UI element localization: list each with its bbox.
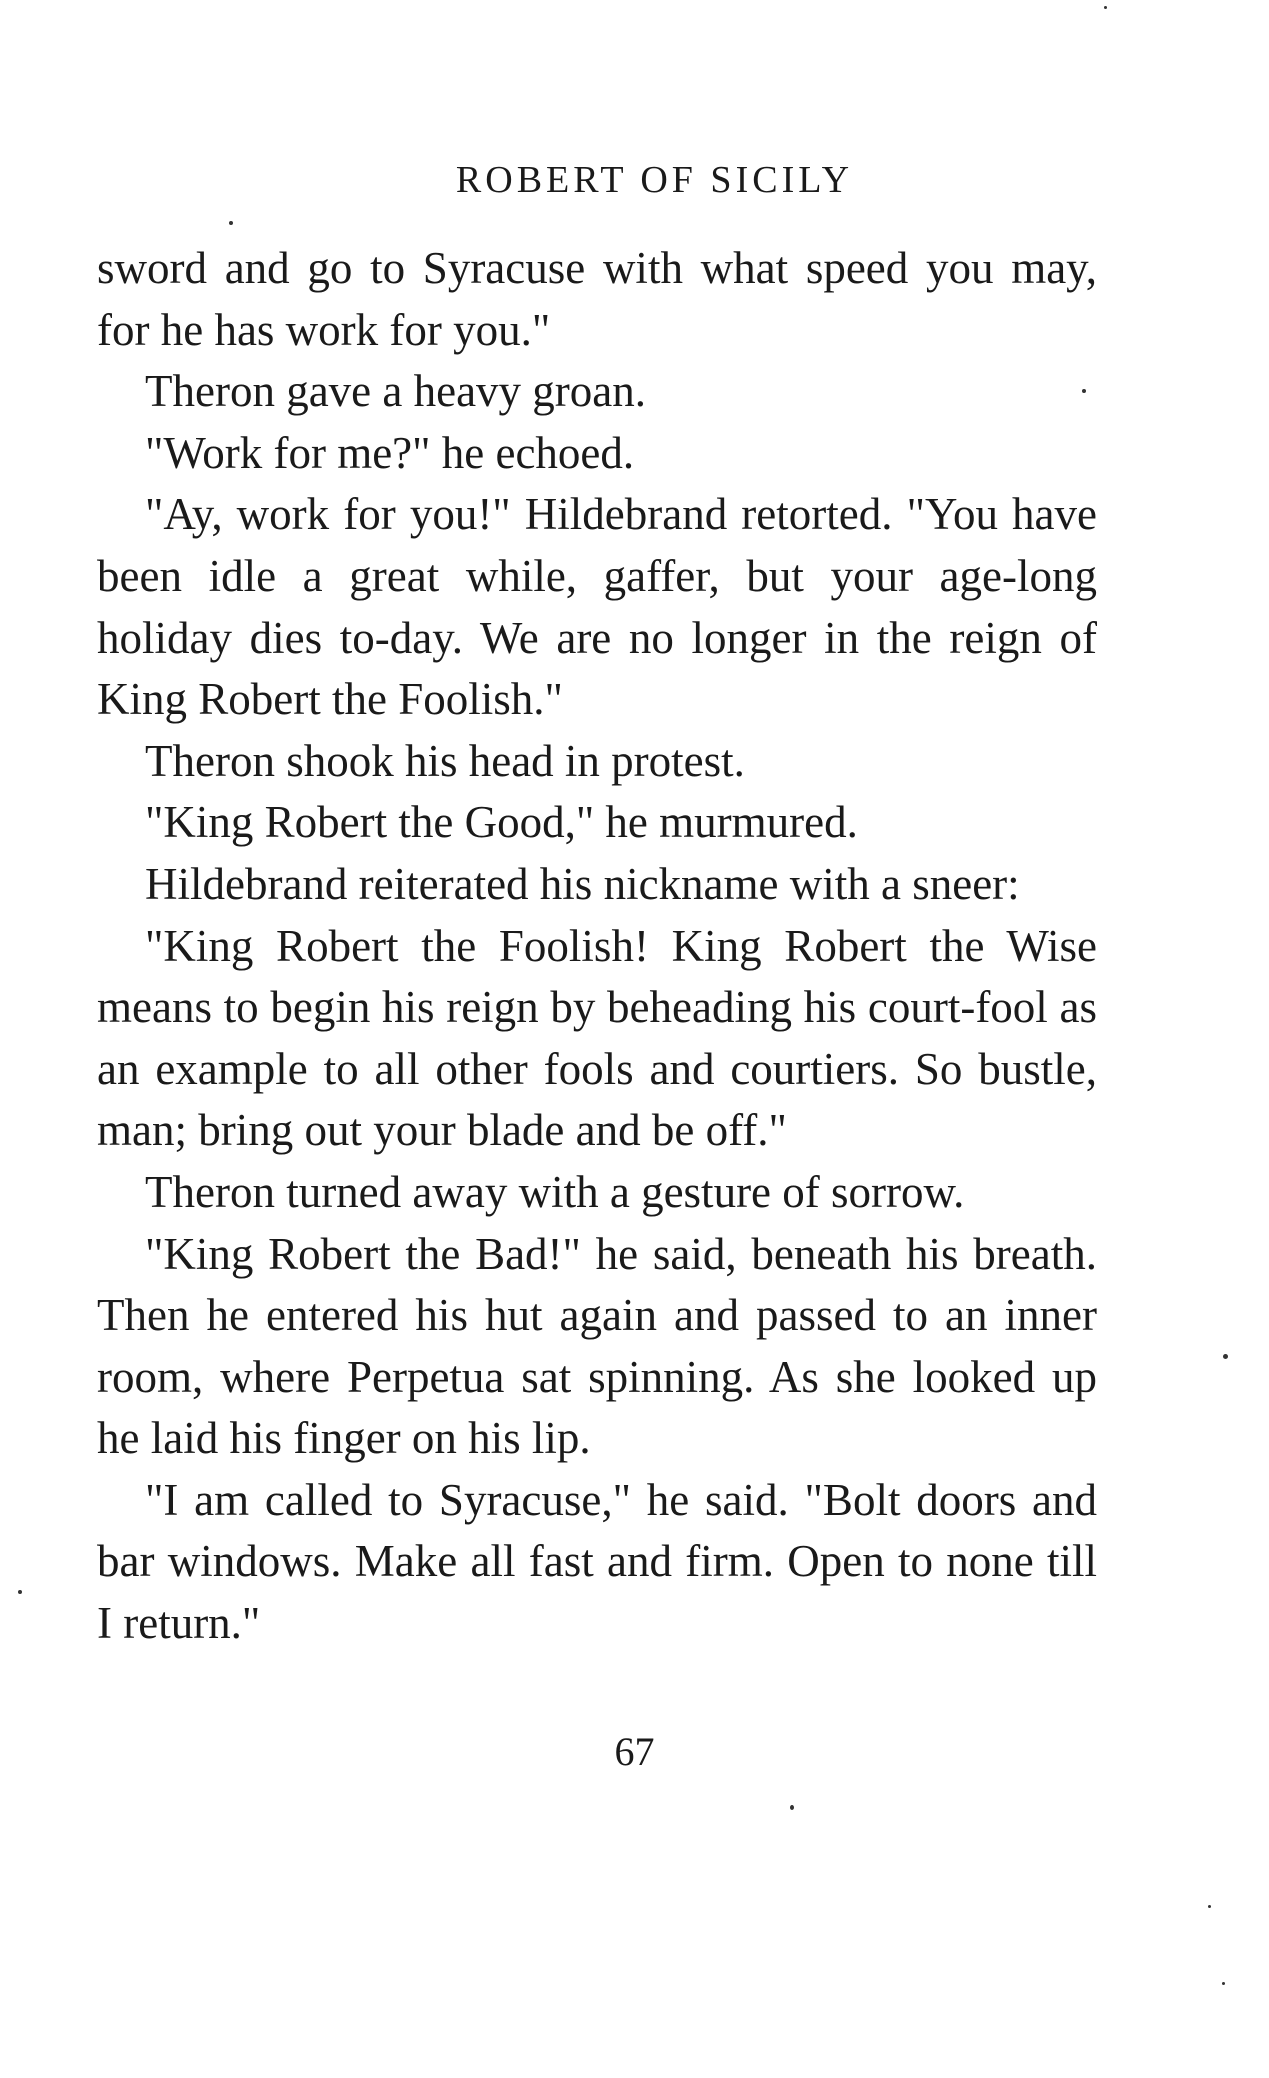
paragraph: Theron shook his head in protest.: [145, 735, 745, 786]
body-text: [97, 238, 1097, 1655]
scan-speck: [1222, 1982, 1225, 1985]
paragraph: Theron turned away with a gesture of sorrow.: [145, 1166, 965, 1217]
paragraph: "King Robert the Good," he murmured.: [145, 797, 858, 848]
paragraph: "King Robert the Bad!" he said, beneath his breath. Then he entered his hut again and passed to an inner room, where Perpetua sat spinning. As she looked up he laid his finger on his lip.: [97, 1228, 1097, 1464]
paragraph-continued: sword and go to Syracuse with what speed you may, for he has work for you.": [97, 243, 1097, 355]
scan-speck: [1082, 389, 1086, 393]
page-number: 67: [614, 1729, 655, 1774]
scan-speck: [229, 221, 233, 225]
running-head: ROBERT OF SICILY: [455, 159, 854, 201]
paragraph: "Work for me?" he echoed.: [145, 427, 635, 478]
scan-speck: [1208, 1905, 1211, 1908]
paragraph: "Ay, work for you!" Hildebrand retorted. "You have been idle a great while, gaffer, but your age-long holiday dies to-day. We are no longer in the reign of King Robert the Foolish.": [97, 489, 1097, 725]
paragraph: Hildebrand reiterated his nickname with a sneer:: [145, 858, 1020, 909]
paragraph: Theron gave a heavy groan.: [145, 366, 647, 417]
scan-speck: [1104, 6, 1107, 9]
paragraph: "I am called to Syracuse," he said. "Bolt doors and bar windows. Make all fast and firm. Open to none till I return.": [97, 1474, 1097, 1649]
scan-speck: [18, 1590, 22, 1594]
scan-speck: [1223, 1354, 1228, 1359]
scan-speck: [790, 1805, 794, 1810]
paragraph: "King Robert the Foolish! King Robert the Wise means to begin his reign by beheading his court-fool as an example to all other fools and courtiers. So bustle, man; bring out your blade and be off.": [97, 920, 1097, 1156]
